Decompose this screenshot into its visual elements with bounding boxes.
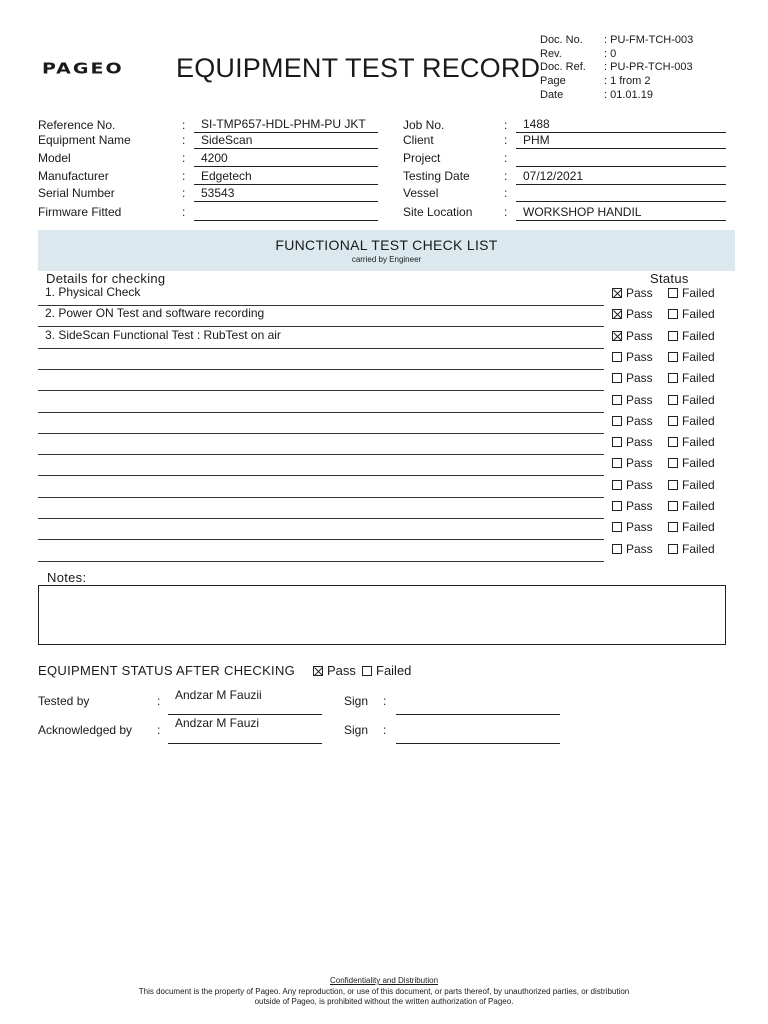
pass-option[interactable]	[612, 350, 653, 364]
pass-checkbox[interactable]	[612, 458, 622, 468]
pass-option[interactable]	[612, 393, 653, 407]
failed-checkbox[interactable]	[668, 373, 678, 383]
meta-value: : 01.01.19	[604, 89, 653, 101]
failed-option[interactable]	[668, 478, 715, 492]
failed-checkbox[interactable]	[668, 458, 678, 468]
failed-label: Failed	[682, 477, 715, 492]
failed-checkbox[interactable]	[668, 522, 678, 532]
checklist-row-line	[38, 369, 604, 370]
reference-no-field[interactable]: SI-TMP657-HDL-PHM-PU JKT	[194, 117, 378, 133]
tested-by-sign-line[interactable]	[396, 714, 560, 715]
checklist-row-line	[38, 497, 604, 498]
failed-label: Failed	[682, 328, 715, 343]
tested-by-name: Andzar M Fauzii	[175, 688, 262, 702]
pass-label: Pass	[327, 663, 356, 678]
status-after-failed-option[interactable]	[362, 663, 411, 678]
client-field[interactable]: PHM	[516, 133, 726, 149]
colon: :	[504, 205, 508, 219]
job-no-field[interactable]: 1488	[516, 117, 726, 133]
colon: :	[504, 186, 508, 200]
checklist-row-line	[38, 348, 604, 349]
colon: :	[182, 205, 186, 219]
colon: :	[182, 118, 186, 132]
date-row	[540, 89, 750, 103]
acknowledged-by-sign-line[interactable]	[396, 743, 560, 744]
reference-no-label: Reference No.	[38, 118, 116, 132]
status-after-label: EQUIPMENT STATUS AFTER CHECKING	[38, 663, 296, 678]
checklist-status	[612, 542, 732, 558]
failed-label: Failed	[682, 520, 715, 535]
checklist-status	[612, 329, 732, 345]
colon: :	[383, 723, 387, 737]
checklist-status	[612, 371, 732, 387]
failed-checkbox[interactable]	[362, 666, 372, 676]
checklist-row-line	[38, 390, 604, 391]
meta-key: Rev.	[540, 48, 562, 60]
failed-label: Failed	[682, 541, 715, 556]
pass-label: Pass	[626, 307, 653, 322]
checklist-row-line	[38, 433, 604, 434]
pass-checkbox[interactable]	[612, 416, 622, 426]
pass-option[interactable]	[612, 414, 653, 428]
failed-option[interactable]	[668, 520, 715, 534]
failed-option[interactable]	[668, 435, 715, 449]
failed-label: Failed	[682, 392, 715, 407]
checklist-subtitle: carried by Engineer	[351, 255, 422, 264]
pass-label: Pass	[626, 499, 653, 513]
failed-checkbox[interactable]	[668, 544, 678, 554]
checklist-status	[612, 393, 732, 409]
tested-by-label: Tested by	[38, 694, 90, 708]
failed-checkbox[interactable]	[668, 352, 678, 362]
company-logo: PAGEO	[42, 60, 124, 78]
pass-option[interactable]	[612, 499, 653, 513]
equipment-name-label: Equipment Name	[38, 133, 131, 147]
footer-line-1: This document is the property of Pageo. Any reproduction, or use of this document, or parts thereof, by unauthorized parties, or distribution	[138, 987, 630, 996]
pass-label: Pass	[626, 413, 653, 428]
checklist-row-line	[38, 518, 604, 519]
meta-key: Doc. No.	[540, 34, 583, 46]
sign-label: Sign	[344, 694, 369, 708]
pass-option[interactable]	[612, 371, 653, 385]
checklist-status	[612, 499, 732, 515]
failed-option[interactable]	[668, 286, 715, 300]
failed-checkbox[interactable]	[668, 288, 678, 298]
firmware-fitted-label: Firmware Fitted	[38, 205, 122, 219]
footer-line-2: outside of Pageo, is prohibited without the written authorization of Pageo.	[254, 997, 514, 1006]
checklist-status	[612, 286, 732, 302]
meta-value: : PU-FM-TCH-003	[604, 34, 694, 46]
notes-label: Notes:	[47, 570, 87, 585]
testing-date-field[interactable]: 07/12/2021	[516, 169, 726, 185]
checklist-row-line	[38, 475, 604, 476]
manufacturer-field[interactable]: Edgetech	[194, 169, 378, 185]
serial-number-field[interactable]: 53543	[194, 186, 378, 202]
failed-label: Failed	[682, 307, 715, 322]
manufacturer-label: Manufacturer	[38, 169, 109, 183]
colon: :	[182, 169, 186, 183]
colon: :	[504, 118, 508, 132]
checklist-row-line	[38, 561, 604, 562]
colon: :	[504, 133, 508, 147]
failed-label: Failed	[682, 456, 715, 471]
failed-option[interactable]	[668, 371, 715, 385]
failed-label: Failed	[682, 435, 715, 450]
colon: :	[182, 151, 186, 165]
failed-checkbox[interactable]	[668, 437, 678, 447]
checklist-row-line	[38, 454, 604, 455]
colon: :	[504, 169, 508, 183]
meta-value: : 1 from 2	[604, 75, 651, 87]
site-location-label: Site Location	[403, 205, 473, 219]
failed-label: Failed	[682, 371, 715, 386]
pass-checkbox[interactable]	[612, 480, 622, 490]
pass-label: Pass	[626, 435, 653, 450]
pass-checkbox[interactable]	[612, 331, 622, 341]
checklist-title: FUNCTIONAL TEST CHECK LIST	[275, 237, 498, 253]
colon: :	[157, 723, 161, 737]
meta-key: Date	[540, 89, 564, 101]
pass-label: Pass	[626, 456, 653, 471]
pass-checkbox[interactable]	[313, 666, 323, 676]
colon: :	[383, 694, 387, 708]
failed-option[interactable]	[668, 393, 715, 407]
acknowledged-by-label: Acknowledged by	[38, 723, 133, 737]
sign-label: Sign	[344, 723, 369, 737]
pass-option[interactable]	[612, 286, 653, 300]
project-label: Project	[403, 151, 441, 165]
pass-label: Pass	[626, 371, 653, 386]
model-label: Model	[38, 151, 71, 165]
failed-option[interactable]	[668, 414, 715, 428]
doc-no-row	[540, 34, 750, 48]
client-label: Client	[403, 133, 434, 147]
pass-label: Pass	[626, 328, 653, 343]
failed-label: Failed	[682, 499, 715, 513]
pass-checkbox[interactable]	[612, 544, 622, 554]
colon: :	[504, 151, 508, 165]
site-location-field[interactable]: WORKSHOP HANDIL	[516, 205, 726, 221]
pass-option[interactable]	[612, 435, 653, 449]
checklist-status	[612, 520, 732, 536]
job-no-label: Job No.	[403, 118, 445, 132]
meta-key: Doc. Ref.	[540, 61, 586, 73]
pass-label: Pass	[626, 520, 653, 535]
vessel-label: Vessel	[403, 186, 439, 200]
pass-option[interactable]	[612, 307, 653, 321]
failed-checkbox[interactable]	[668, 501, 678, 511]
pass-checkbox[interactable]	[612, 437, 622, 447]
testing-date-label: Testing Date	[403, 169, 470, 183]
failed-option[interactable]	[668, 307, 715, 321]
failed-label: Failed	[682, 286, 715, 300]
page-row	[540, 75, 750, 89]
failed-label: Failed	[682, 413, 715, 428]
rev-row	[540, 48, 750, 62]
notes-box[interactable]	[38, 585, 726, 645]
pass-option[interactable]	[612, 542, 653, 556]
checklist-item-text: 1. Physical Check	[45, 285, 141, 299]
checklist-status	[612, 307, 732, 323]
pass-label: Pass	[626, 392, 653, 407]
pass-label: Pass	[626, 477, 653, 492]
checklist-banner	[38, 230, 735, 271]
colon: :	[182, 133, 186, 147]
vessel-field[interactable]	[516, 186, 726, 202]
pass-checkbox[interactable]	[612, 373, 622, 383]
checklist-item-text: 2. Power ON Test and software recording	[45, 306, 265, 321]
failed-option[interactable]	[668, 350, 715, 364]
checklist-item-text: 3. SideScan Functional Test : RubTest on air	[45, 327, 281, 342]
failed-checkbox[interactable]	[668, 395, 678, 405]
colon: :	[182, 186, 186, 200]
failed-option[interactable]	[668, 456, 715, 470]
checklist-status	[612, 435, 732, 451]
colon: :	[157, 694, 161, 708]
page-title: EQUIPMENT TEST RECORD	[176, 53, 541, 83]
failed-checkbox[interactable]	[668, 309, 678, 319]
pass-option[interactable]	[612, 478, 653, 492]
pass-label: Pass	[626, 349, 653, 364]
footer-heading: Confidentiality and Distribution	[329, 976, 439, 985]
details-header: Details for checking	[46, 271, 166, 286]
meta-value: : PU-PR-TCH-003	[604, 61, 693, 73]
checklist-row-line	[38, 539, 604, 540]
checklist-row-line	[38, 412, 604, 413]
checklist-status	[612, 478, 732, 494]
checklist-status	[612, 350, 732, 366]
equipment-name-field[interactable]: SideScan	[194, 133, 378, 149]
failed-checkbox[interactable]	[668, 331, 678, 341]
tested-by-line	[168, 714, 322, 715]
pass-checkbox[interactable]	[612, 352, 622, 362]
failed-label: Failed	[376, 663, 412, 678]
meta-value: : 0	[604, 48, 617, 60]
meta-key: Page	[540, 75, 566, 87]
checklist-status	[612, 414, 732, 430]
doc-ref-row	[540, 61, 750, 75]
failed-option[interactable]	[668, 542, 715, 556]
pass-label: Pass	[626, 286, 653, 300]
failed-checkbox[interactable]	[668, 416, 678, 426]
pass-checkbox[interactable]	[612, 395, 622, 405]
failed-checkbox[interactable]	[668, 480, 678, 490]
pass-checkbox[interactable]	[612, 309, 622, 319]
serial-number-label: Serial Number	[38, 186, 115, 200]
status-header: Status	[650, 271, 689, 286]
checklist-status	[612, 456, 732, 472]
failed-option[interactable]	[668, 329, 715, 343]
pass-option[interactable]	[612, 520, 653, 534]
pass-checkbox[interactable]	[612, 501, 622, 511]
failed-label: Failed	[682, 349, 715, 364]
pass-option[interactable]	[612, 456, 653, 470]
pass-label: Pass	[626, 541, 653, 556]
pass-checkbox[interactable]	[612, 522, 622, 532]
model-field[interactable]: 4200	[194, 151, 378, 167]
pass-checkbox[interactable]	[612, 288, 622, 298]
firmware-fitted-field[interactable]	[194, 205, 378, 221]
status-after-pass-option[interactable]	[313, 663, 356, 678]
failed-option[interactable]	[668, 499, 715, 513]
acknowledged-by-name: Andzar M Fauzi	[175, 716, 260, 730]
project-field[interactable]	[516, 151, 726, 167]
pass-option[interactable]	[612, 329, 653, 343]
acknowledged-by-line	[168, 743, 322, 744]
